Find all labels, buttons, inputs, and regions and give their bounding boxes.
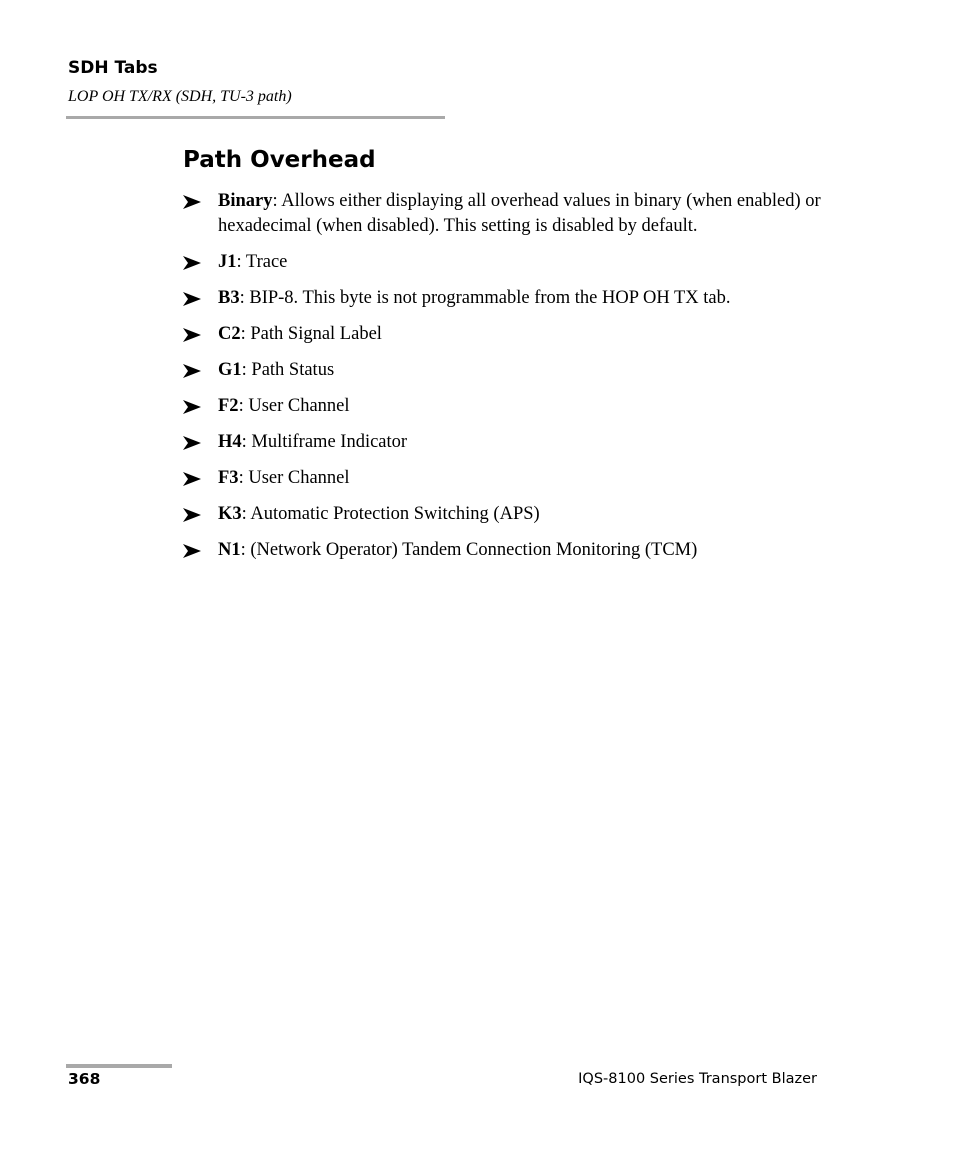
arrow-bullet-icon: [183, 544, 201, 558]
list-item: [183, 466, 823, 491]
item-description: : Path Status: [241, 359, 335, 380]
item-description: : Automatic Protection Switching (APS): [241, 503, 540, 524]
arrow-bullet-icon: [183, 292, 201, 306]
header-divider: [66, 116, 445, 119]
arrow-bullet-icon: [183, 472, 201, 486]
page-number: 368: [68, 1070, 101, 1088]
arrow-bullet-icon: [183, 256, 201, 270]
item-description: : Path Signal Label: [240, 323, 382, 344]
page-title: Path Overhead: [183, 147, 376, 173]
list-item: [183, 394, 823, 419]
item-term: B3: [218, 287, 240, 308]
list-item: [183, 189, 823, 238]
item-term: N1: [218, 539, 241, 560]
item-description: : (Network Operator) Tandem Connection Monitoring (TCM): [240, 539, 698, 560]
arrow-bullet-icon: [183, 436, 201, 450]
item-term: F3: [218, 467, 239, 488]
arrow-bullet-icon: [183, 508, 201, 522]
item-description: : Allows either displaying all overhead values in binary (when enabled) or hexadecimal (when disabled). This setting is disabled by default.: [218, 191, 821, 236]
list-item: [183, 322, 823, 347]
item-term: F2: [218, 395, 239, 416]
item-description: : BIP-8. This byte is not programmable from the HOP OH TX tab.: [239, 287, 731, 308]
footer-divider: [66, 1064, 172, 1068]
item-description: : Trace: [236, 251, 288, 272]
list-item: [183, 286, 823, 311]
list-item: [183, 250, 823, 275]
item-description: : User Channel: [238, 467, 350, 488]
item-term: K3: [218, 503, 242, 524]
arrow-bullet-icon: [183, 364, 201, 378]
arrow-bullet-icon: [183, 195, 201, 209]
running-header-section: SDH Tabs: [68, 58, 158, 78]
list-item: [183, 430, 823, 455]
item-term: G1: [218, 359, 242, 380]
item-term: H4: [218, 431, 242, 452]
overhead-bullet-list: [183, 189, 823, 574]
item-term: Binary: [218, 191, 273, 211]
item-term: J1: [218, 251, 237, 272]
list-item: [183, 358, 823, 383]
footer-document-title: IQS-8100 Series Transport Blazer: [578, 1071, 817, 1087]
item-description: : User Channel: [238, 395, 350, 416]
item-description: : Multiframe Indicator: [241, 431, 408, 452]
arrow-bullet-icon: [183, 400, 201, 414]
list-item: [183, 538, 823, 563]
arrow-bullet-icon: [183, 328, 201, 342]
running-header-subsection: LOP OH TX/RX (SDH, TU-3 path): [68, 88, 292, 105]
item-term: C2: [218, 323, 241, 344]
list-item: [183, 502, 823, 527]
